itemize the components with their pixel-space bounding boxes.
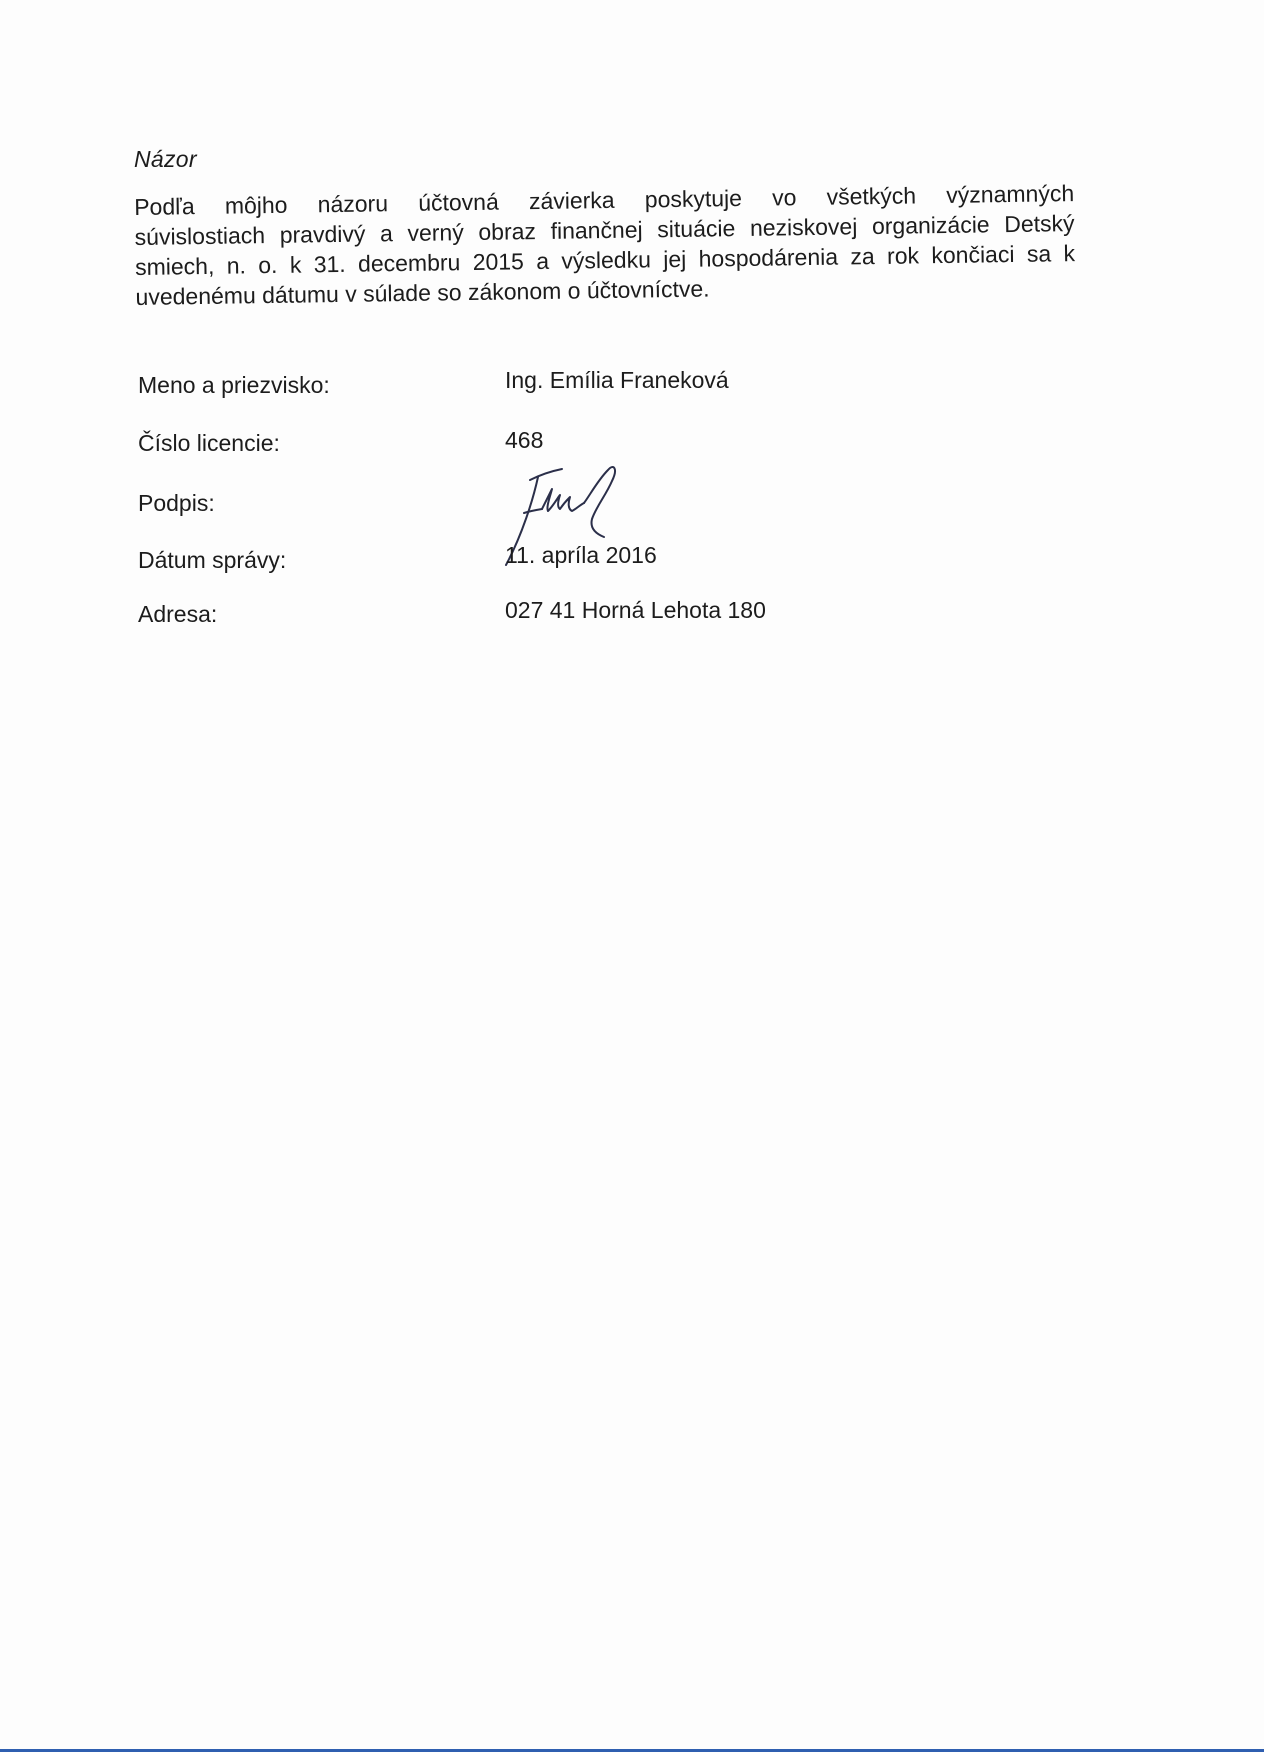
section-heading: Názor	[134, 146, 197, 172]
opinion-paragraph	[134, 178, 1076, 312]
license-label: Číslo licencie:	[138, 430, 280, 456]
address-label: Adresa:	[138, 601, 218, 627]
paragraph-line: Podľa môjho názoru účtovná závierka poskytuje vo všetkých významných	[134, 180, 1075, 220]
paragraph-line: smiech, n. o. k 31. decembru 2015 a výsledku jej hospodárenia za rok končiaci sa k	[134, 240, 1076, 280]
report-date-value: 11. apríla 2016	[505, 542, 657, 568]
paragraph-line: súvislostiach pravdivý a verný obraz finančnej situácie neziskovej organizácie Detský	[134, 210, 1075, 250]
report-date-label: Dátum správy:	[138, 547, 287, 573]
name-value: Ing. Emília Franeková	[505, 367, 729, 393]
license-value: 468	[505, 427, 544, 453]
signature-label: Podpis:	[138, 490, 215, 516]
paragraph-line: uvedenému dátumu v súlade so zákonom o účtovníctve.	[135, 275, 710, 310]
name-label: Meno a priezvisko:	[138, 372, 330, 398]
address-value: 027 41 Horná Lehota 180	[505, 597, 766, 623]
